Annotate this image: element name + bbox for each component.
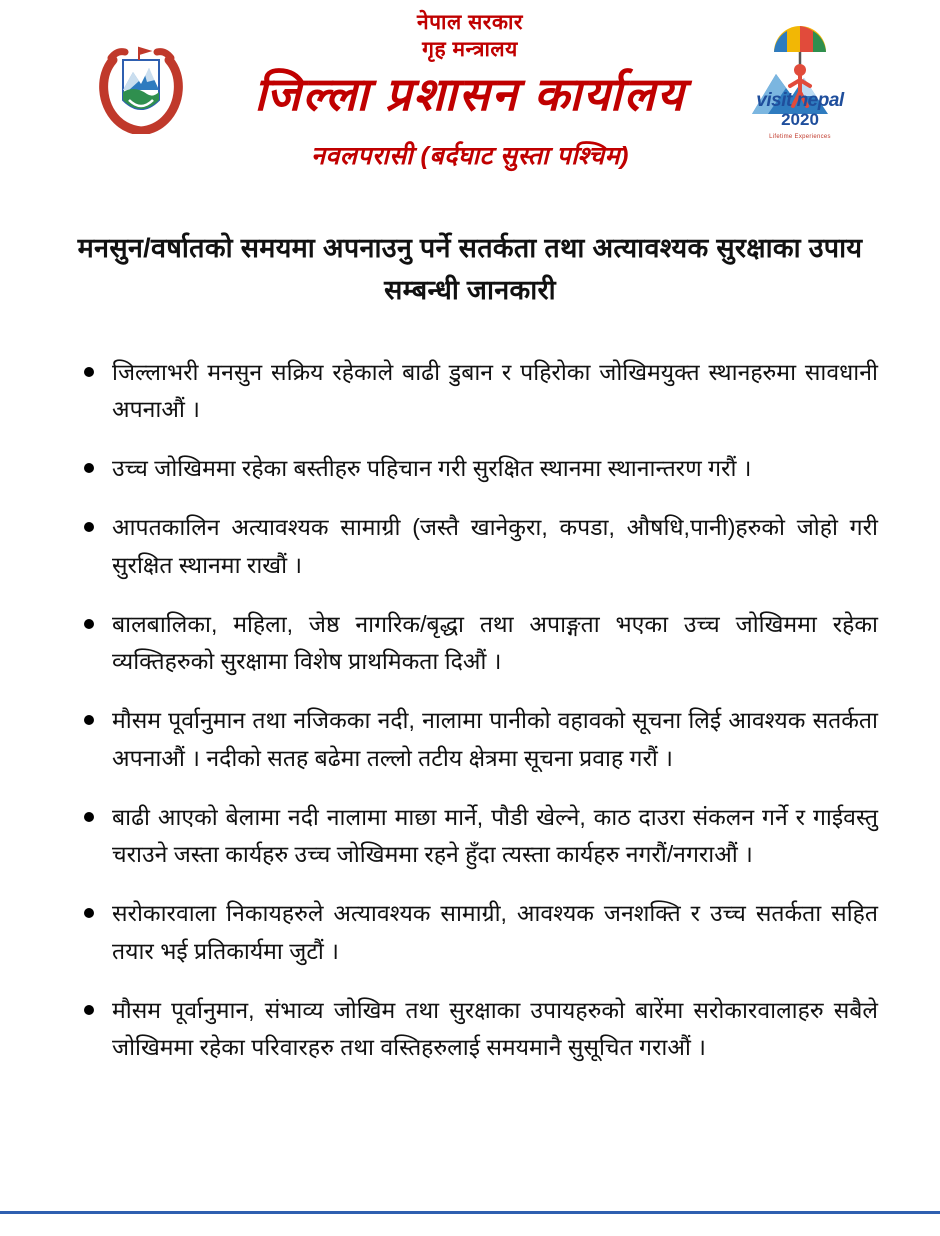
list-item-text: आपतकालिन अत्यावश्यक सामाग्री (जस्तै खानेकुरा, कपडा, औषधि,पानी)हरुको जोहो गरी सुरक्षित स्थानमा राखौं । [112,514,878,578]
bullet-icon [84,715,94,725]
ministry-name: गृह मन्त्रालय [422,38,518,62]
list-item [78,606,878,681]
visit-nepal-year: 2020 [781,110,819,129]
bullet-icon [84,367,94,377]
bullet-icon [84,522,94,532]
list-item [78,450,878,487]
bullet-icon [84,463,94,473]
list-item-text: मौसम पूर्वानुमान तथा नजिकका नदी, नालामा पानीको वहावको सूचना लिई आवश्यक सतर्कता अपनाऔं । नदीको सतह बढेमा तल्लो तटीय क्षेत्रमा सूचना प्रवाह गरौं । [112,707,878,771]
government-name: नेपाल सरकार [416,11,524,34]
bullet-icon [84,812,94,822]
notice-points-list [78,354,878,1067]
district-name: नवलपरासी (बर्दघाट सुस्ता पश्चिम) [311,141,629,170]
visit-nepal-subtitle: Lifetime Experiences [769,134,831,140]
visit-nepal-text: visit nepal [756,90,844,111]
bullet-icon [84,1005,94,1015]
list-item [78,895,878,970]
list-item-text: बालबालिका, महिला, जेष्ठ नागरिक/बृद्धा तथा अपाङ्गता भएका उच्च जोखिममा रहेका व्यक्तिहरुको सुरक्षामा विशेष प्राथमिकता दिऔं । [112,610,878,675]
document-header [0,0,940,210]
notice-title: मनसुन/वर्षातको समयमा अपनाउनु पर्ने सतर्कता तथा अत्यावश्यक सुरक्षाका उपाय सम्बन्धी जानकारी [77,233,863,305]
office-title: जिल्ला प्रशासन कार्यालय [254,67,686,120]
list-item [78,354,878,429]
nepal-government-emblem-icon [95,38,187,134]
list-item [78,992,878,1067]
list-item-text: जिल्लाभरी मनसुन सक्रिय रहेकाले बाढी डुबान र पहिरोका जोखिमयुक्त स्थानहरुमा सावधानी अपनाऔं । [112,358,878,422]
list-item-text: सरोकारवाला निकायहरुले अत्यावश्यक सामाग्री, आवश्यक जनशक्ति र उच्च सतर्कता सहित तयार भई प्रतिकार्यमा जुटौं । [112,900,878,964]
visit-nepal-2020-logo [738,22,862,140]
list-item [78,799,878,874]
bullet-icon [84,619,94,629]
list-item [78,509,878,584]
bullet-icon [84,908,94,918]
footer-divider [0,1211,940,1214]
list-item-text: उच्च जोखिममा रहेका बस्तीहरु पहिचान गरी सुरक्षित स्थानमा स्थानान्तरण गरौं । [112,455,752,482]
list-item-text: मौसम पूर्वानुमान, संभाव्य जोखिम तथा सुरक्षाका उपायहरुको बारेंमा सरोकारवालाहरु सबैले जोखिममा रहेका परिवारहरु तथा वस्तिहरुलाई समयमानै सुसूचित गराऔं । [112,996,878,1061]
list-item [78,702,878,777]
list-item-text: बाढी आएको बेलामा नदी नालामा माछा मार्ने, पौडी खेल्ने, काठ दाउरा संकलन गर्ने र गाईवस्तु चराउने जस्ता कार्यहरु उच्च जोखिममा रहने हुँदा त्यस्ता कार्यहरु नगरौं/नगराऔं । [112,803,878,868]
